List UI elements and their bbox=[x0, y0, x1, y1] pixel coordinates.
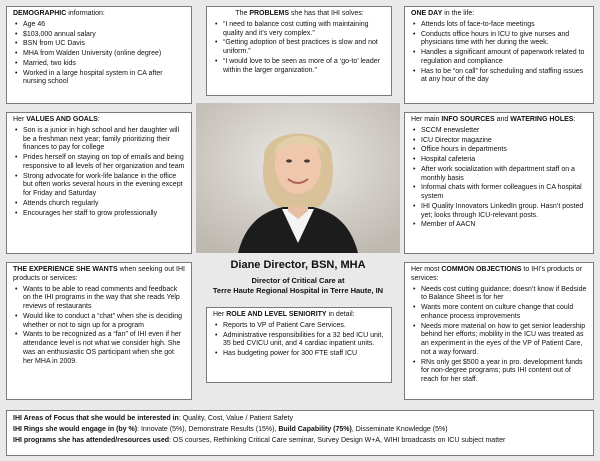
persona-role: Director of Critical Care at bbox=[251, 275, 345, 285]
list-item: • Wants more content on culture change that could enhance process improvements bbox=[411, 304, 588, 322]
persona-name-block bbox=[196, 259, 400, 296]
demographic-title: DEMOGRAPHIC information: bbox=[13, 10, 105, 17]
values-title: Her VALUES AND GOALS: bbox=[13, 116, 100, 123]
experience-list bbox=[13, 286, 186, 367]
list-item: • Handles a significant amount of paperwork related to regulation and compliance bbox=[411, 49, 588, 67]
list-item: • Member of AACN bbox=[411, 221, 588, 230]
list-item: • Son is a junior in high school and her daughter will be a freshman next year; family prioritizing their finances to pay for college bbox=[13, 127, 186, 153]
list-item: • Hospital cafeteria bbox=[411, 156, 588, 165]
list-item: • Prides herself on staying on top of emails and being responsive to all levels of her organization and team bbox=[13, 154, 186, 172]
list-item: • Has budgeting power for 300 FTE staff ICU bbox=[213, 350, 386, 359]
experience-box bbox=[6, 262, 192, 400]
list-item: • Needs more material on how to get senior leadership behind her efforts; mobility in the ICU was treated as an experiment in the eyes of the VP of Patient Care, not a way forward. bbox=[411, 323, 588, 358]
values-list bbox=[13, 127, 186, 219]
list-item: • Office hours in departments bbox=[411, 146, 588, 155]
list-item: • RNs only get $500 a year in pro. development funds for non-degree programs; puts IHI content out of reach for her staff. bbox=[411, 359, 588, 385]
one-day-box bbox=[404, 6, 594, 104]
persona-name: Diane Director, BSN, MHA bbox=[230, 259, 366, 271]
objections-title: Her most COMMON OBJECTIONS to IHI’s products or services: bbox=[411, 266, 583, 282]
list-item: • Attends church regularly bbox=[13, 200, 186, 209]
demographic-list bbox=[13, 21, 186, 87]
list-item: • IHI Quality Innovators LinkedIn group. Hasn’t posted yet; looks through ICU-relevant posts. bbox=[411, 203, 588, 221]
info-sources-box bbox=[404, 112, 594, 254]
list-item: • $103,000 annual salary bbox=[13, 31, 186, 40]
problems-title: The PROBLEMS she has that IHI solves: bbox=[235, 10, 364, 17]
problems-box bbox=[206, 6, 392, 96]
objections-list bbox=[411, 286, 588, 385]
list-item: • Would like to conduct a “chat” when she is deciding whether or not to sign up for a program bbox=[13, 313, 186, 331]
list-item: • Encourages her staff to grow professionally bbox=[13, 210, 186, 219]
list-item: • “I need to balance cost cutting with maintaining quality and it’s very complex.” bbox=[213, 21, 386, 39]
values-box bbox=[6, 112, 192, 254]
one-day-list bbox=[411, 21, 588, 85]
list-item: • Worked in a large hospital system in CA after nursing school bbox=[13, 70, 186, 88]
objections-box bbox=[404, 262, 594, 400]
list-item: • Informal chats with former colleagues in CA hospital system bbox=[411, 184, 588, 202]
list-item: • Wants to be recognized as a “fan” of IHI even if her attendance level is not what we consider high. She was an enthusiastic OS participant when she got her MHA in 2009. bbox=[13, 331, 186, 366]
programs-line: IHI programs she has attended/resources used: OS courses, Rethinking Critical Care seminar, Survey Design W+A, WIHI broadcasts on ICU subject matter bbox=[13, 436, 506, 444]
persona-photo bbox=[196, 103, 400, 253]
list-item: • ICU Director magazine bbox=[411, 137, 588, 146]
list-item: • Age 46 bbox=[13, 21, 186, 30]
persona-portrait-image bbox=[196, 103, 400, 253]
list-item: • “I would love to be seen as more of a ‘go-to’ leader within the larger organization.” bbox=[213, 58, 386, 76]
list-item: • Married, two kids bbox=[13, 60, 186, 69]
list-item: • Needs cost cutting guidance; doesn’t know if Bedside to Balance Sheet is for her bbox=[411, 286, 588, 304]
info-sources-list bbox=[411, 127, 588, 230]
list-item: • Conducts office hours in ICU to give nurses and physicians time with her during the week. bbox=[411, 31, 588, 49]
role-box bbox=[206, 307, 392, 383]
role-list bbox=[213, 322, 386, 359]
info-sources-title: Her main INFO SOURCES and WATERING HOLES: bbox=[411, 116, 576, 123]
list-item: • BSN from UC Davis bbox=[13, 40, 186, 49]
list-item: • Strong advocate for work-life balance in the office but often works several hours in the evening except for Friday and Saturday bbox=[13, 173, 186, 199]
problems-list bbox=[213, 21, 386, 76]
list-item: • Wants to be able to read comments and feedback on the IHI programs in the way that she reads Yelp reviews of restaurants bbox=[13, 286, 186, 312]
list-item: • Administrative responsibilities for a 32 bed ICU unit, 35 bed CVICU unit, and 4 cardiac inpatient units. bbox=[213, 332, 386, 350]
demographic-box bbox=[6, 6, 192, 104]
list-item: • Attends lots of face-to-face meetings bbox=[411, 21, 588, 30]
role-title: Her ROLE AND LEVEL SENIORITY in detail: bbox=[213, 311, 355, 318]
ihi-summary-box bbox=[6, 410, 594, 456]
one-day-title: ONE DAY in the life: bbox=[411, 10, 475, 17]
experience-title: THE EXPERIENCE SHE WANTS when seeking out IHI products or services: bbox=[13, 266, 185, 282]
list-item: • SCCM enewsletter bbox=[411, 127, 588, 136]
list-item: • Reports to VP of Patient Care Services. bbox=[213, 322, 386, 331]
focus-line: IHI Areas of Focus that she would be interested in: Quality, Cost, Value / Patient Safety bbox=[13, 415, 293, 422]
persona-organization: Terre Haute Regional Hospital in Terre Haute, IN bbox=[212, 286, 384, 296]
list-item: • Has to be “on call” for scheduling and staffing issues at any hour of the day bbox=[411, 68, 588, 86]
list-item: • After work socialization with department staff on a monthly basis bbox=[411, 166, 588, 184]
rings-line: IHI Rings she would engage in (by %): Innovate (5%), Demonstrate Results (15%), Build Capability (75%), Disseminate Knowledge (5%) bbox=[13, 425, 448, 433]
list-item: • MHA from Walden University (online degree) bbox=[13, 50, 186, 59]
list-item: • “Getting adoption of best practices is slow and not uniform.” bbox=[213, 39, 386, 57]
